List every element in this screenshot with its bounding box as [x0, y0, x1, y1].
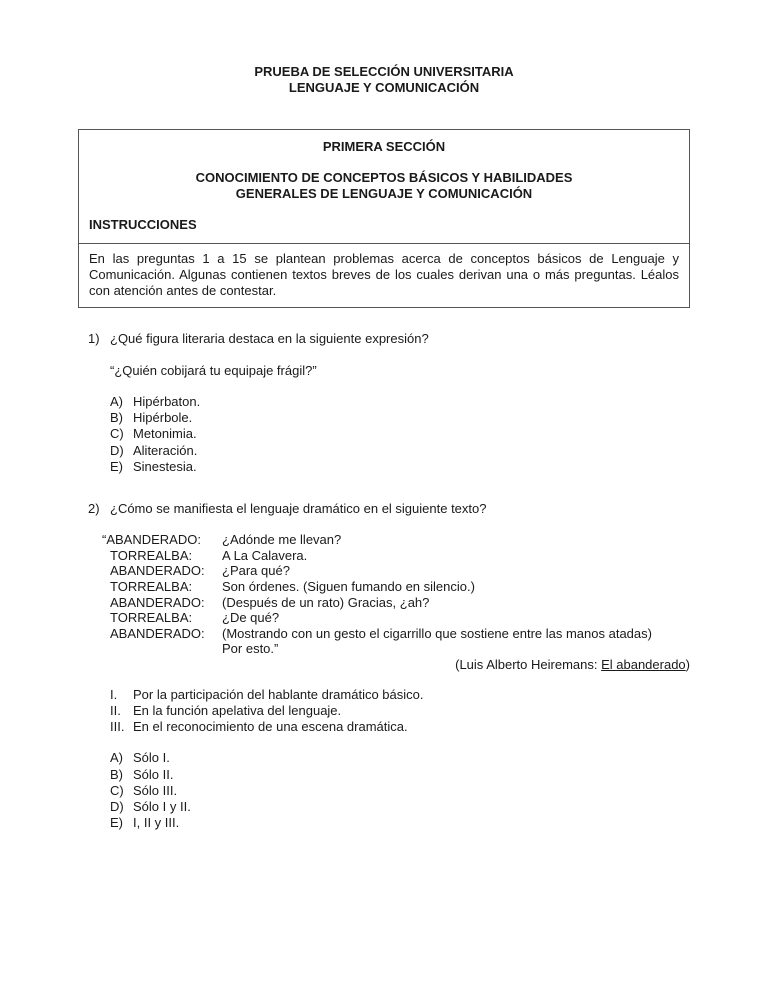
- option-letter: D): [110, 442, 124, 458]
- question-2-body: [102, 532, 690, 831]
- instructions-label: INSTRUCCIONES: [89, 217, 197, 233]
- option-letter: E): [110, 815, 123, 831]
- dialogue-text: (Después de un rato) Gracias, ¿ah?: [222, 594, 430, 610]
- statement-2: [110, 703, 690, 719]
- section-title: PRIMERA SECCIÓN: [322, 138, 446, 154]
- document-header: [78, 64, 690, 97]
- statement-numeral: III.: [110, 719, 125, 735]
- option-text: Sólo I y II.: [133, 799, 191, 815]
- option-letter: E): [110, 458, 123, 474]
- dialogue-line: [102, 532, 690, 548]
- question-1-body: [110, 363, 690, 476]
- question-2: [88, 501, 690, 832]
- option-text: I, II y III.: [133, 815, 180, 831]
- statement-1: [110, 687, 690, 703]
- question-2-option-c: [110, 783, 690, 799]
- dialogue-line: [110, 563, 690, 579]
- dialogue-line: [110, 548, 690, 564]
- dialogue-text: ¿Adónde me llevan?: [222, 532, 342, 548]
- option-text: Hipérbaton.: [133, 393, 201, 409]
- question-1: [88, 331, 690, 475]
- section-subtitle: [89, 170, 679, 203]
- statement-text: Por la participación del hablante dramático básico.: [133, 686, 424, 702]
- dialogue-text-line1: (Mostrando con un gesto el cigarrillo que sostiene entre las manos atadas): [222, 625, 652, 641]
- question-1-header: [88, 331, 690, 347]
- question-2-option-d: [110, 799, 690, 815]
- option-text: Sinestesia.: [133, 458, 197, 474]
- option-text: Hipérbole.: [133, 410, 193, 425]
- question-2-option-a: [110, 750, 690, 766]
- question-1-option-a: [110, 394, 690, 410]
- question-2-text: ¿Cómo se manifiesta el lenguaje dramático en el siguiente texto?: [110, 501, 487, 516]
- statements-list: [110, 687, 690, 736]
- option-letter: A): [110, 750, 123, 766]
- dialogue-text: [222, 626, 690, 657]
- dialogue-text: Son órdenes. (Siguen fumando en silencio.): [222, 579, 475, 595]
- option-letter: B): [110, 766, 123, 782]
- option-text: Sólo II.: [133, 766, 174, 782]
- statement-3: [110, 719, 690, 735]
- statement-numeral: II.: [110, 702, 121, 718]
- question-1-number: 1): [88, 331, 100, 347]
- doc-title-line2: LENGUAJE Y COMUNICACIÓN: [288, 80, 480, 96]
- dialogue-line: [110, 595, 690, 611]
- option-letter: C): [110, 782, 124, 798]
- option-letter: C): [110, 426, 124, 442]
- question-1-text: ¿Qué figura literaria destaca en la siguiente expresión?: [110, 331, 429, 347]
- dialogue-speaker: TORREALBA:: [110, 579, 193, 595]
- question-1-option-e: [110, 459, 690, 475]
- dialogue-speaker: ABANDERADO:: [110, 625, 205, 641]
- dialogue-text: ¿De qué?: [222, 610, 280, 626]
- dialogue-line: [110, 626, 690, 657]
- question-2-option-b: [110, 767, 690, 783]
- option-text: Metonimia.: [133, 426, 197, 442]
- dialogue-text: ¿Para qué?: [222, 563, 290, 579]
- section-subtitle-line1: CONOCIMIENTO DE CONCEPTOS BÁSICOS Y HABILIDADES: [195, 169, 573, 185]
- question-1-option-c: [110, 426, 690, 442]
- question-1-option-d: [110, 443, 690, 459]
- option-letter: B): [110, 410, 123, 425]
- statement-text: En la función apelativa del lenguaje.: [133, 702, 342, 718]
- question-1-options: [110, 394, 690, 475]
- question-2-options: [110, 750, 690, 831]
- dialogue-line: [110, 610, 690, 626]
- question-1-option-b: [110, 410, 690, 426]
- attribution-prefix: (Luis Alberto Heiremans:: [455, 657, 602, 672]
- doc-title-line1: PRUEBA DE SELECCIÓN UNIVERSITARIA: [254, 64, 514, 79]
- instructions-box: [78, 243, 690, 309]
- attribution-work-title: El abanderado: [601, 657, 686, 672]
- dialogue-text: A La Calavera.: [222, 547, 308, 563]
- statement-text: En el reconocimiento de una escena dramática.: [133, 719, 408, 735]
- dialogue-text-line2: Por esto.”: [222, 641, 279, 657]
- dialogue-speaker: “ABANDERADO:: [102, 532, 201, 548]
- option-text: Aliteración.: [133, 442, 198, 458]
- statement-numeral: I.: [110, 686, 118, 702]
- dialogue-speaker: ABANDERADO:: [110, 594, 205, 610]
- question-1-quote: “¿Quién cobijará tu equipaje frágil?”: [110, 362, 317, 378]
- option-letter: A): [110, 393, 123, 409]
- attribution-suffix: ): [685, 657, 690, 672]
- attribution: [110, 657, 690, 673]
- section-subtitle-line2: GENERALES DE LENGUAJE Y COMUNICACIÓN: [235, 186, 533, 201]
- question-2-number: 2): [88, 501, 100, 516]
- dialogue-line: [110, 579, 690, 595]
- dialogue-block: [102, 532, 690, 657]
- option-text: Sólo I.: [133, 750, 170, 766]
- instructions-text: En las preguntas 1 a 15 se plantean problemas acerca de conceptos básicos de Lenguaje y Comunicación. Algunas contienen textos breves de los cuales derivan una o más preguntas. Léalos con atención antes de contestar.: [89, 250, 679, 298]
- question-2-option-e: [110, 815, 690, 831]
- option-letter: D): [110, 799, 124, 815]
- dialogue-speaker: TORREALBA:: [110, 610, 193, 626]
- dialogue-speaker: TORREALBA:: [110, 547, 193, 563]
- dialogue-speaker: ABANDERADO:: [110, 563, 205, 579]
- section-box: [78, 129, 690, 244]
- option-text: Sólo III.: [133, 782, 178, 798]
- question-2-header: [88, 501, 690, 517]
